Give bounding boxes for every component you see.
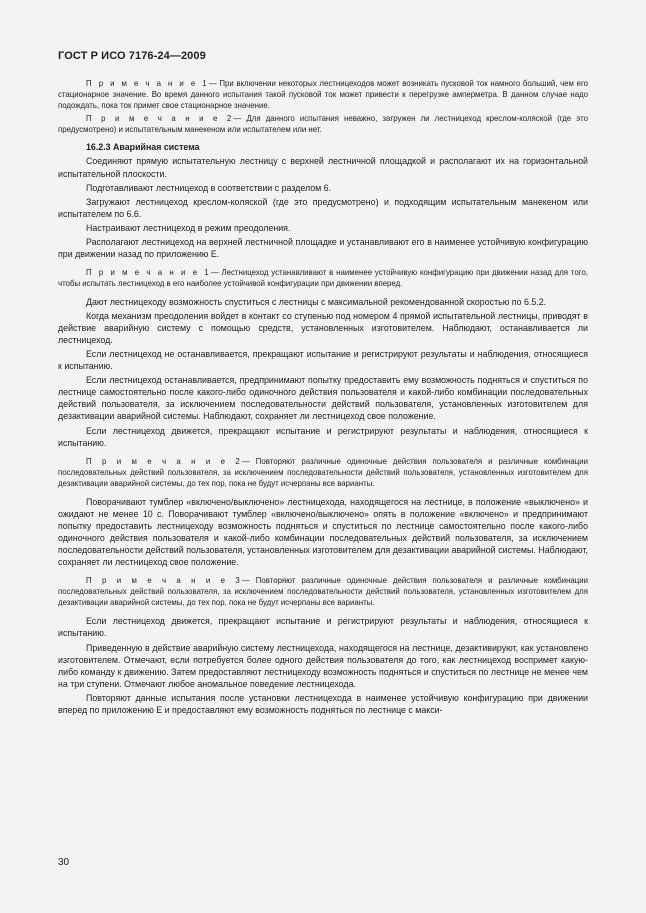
paragraph: Соединяют прямую испытательную лестницу с верхней лестничной площадкой и располагают их на горизонтальной испытательной плоскости. [58, 156, 588, 179]
note-text: — Лестницеход устанавливают в наименее устойчивую конфигурацию при движении назад для того, чтобы испытать лестницеход в его наиболее устойчивой конфигурации при движении вперед. [58, 267, 589, 288]
paragraph: Настраивают лестницеход в режим преодоления. [86, 222, 291, 233]
note-4 [58, 456, 588, 489]
note-text: — При включении некоторых лестницеходов может возникать пусковой ток намного больший, чем его стационарное значение. Во время данного испытания такой пусковой ток может привести к перегрузке амперметра. В данном случае надо подождать, пока ток примет свое стационарное значение. [58, 79, 588, 111]
paragraph: Если лестницеход движется, прекращают испытание и регистрируют результаты и наблюдения, относящиеся к испытанию. [58, 425, 588, 448]
note-text: — Повторяют различные одиночные действия пользователя и различные комбинации последовательных действий пользователя, за исключением последовательности действий пользователя, установленных изготовителем для дезактивации аварийной системы, до тех пор, пока не будут исчерпаны все варианты. [58, 456, 588, 488]
paragraph: Когда механизм преодоления войдет в контакт со ступенью под номером 4 прямой испытательной лестницы, приводят в действие аварийную систему с помощью средств, установленных изготовителем. Наблюдают, останавливается ли лестницеход. [58, 311, 588, 346]
paragraph: Повторяют данные испытания после установки лестницехода в наименее устойчивую конфигурацию при движении вперед по приложению Е и предоставляют ему возможность подняться по лестнице с макси- [58, 692, 588, 715]
paragraph: Если лестницеход движется, прекращают испытание и регистрируют результаты и наблюдения, относящиеся к испытанию. [58, 616, 588, 639]
section-heading: 16.2.3 Аварийная система [86, 142, 200, 153]
paragraph: Загружают лестницеход креслом-коляской (где это предусмотрено) и подходящим испытательным манекеном или испытателем по 6.6. [58, 196, 588, 219]
paragraph: Поворачивают тумблер «включено/выключено» лестницехода, находящегося на лестнице, в положение «выключено» и ожидают не менее 10 с. Поворачивают тумблер «включено/выключено» опять в положение «включено» и предпринимают попытку предоставить лестницеходу возможность подняться и спуститься по лестнице самостоятельно после какого-либо одиночного действия пользователя и какой-либо комбинации последовательных действий пользователя, за исключением последовательности действий пользователя, установленных изготовителем для дезактивации аварийной системы. Наблюдают, сохраняет ли лестницеход свое положение. [58, 496, 588, 568]
note-label: П р и м е ч а н и е 3 [86, 576, 242, 586]
note-label: П р и м е ч а н и е 1 [86, 267, 211, 277]
note-label: П р и м е ч а н и е 2 [86, 114, 234, 124]
paragraph: Располагают лестницеход на верхней лестничной площадке и устанавливают его в наименее устойчивую конфигурацию при движении назад по приложению Е. [58, 236, 588, 259]
note-5 [58, 575, 588, 608]
note-text: — Повторяют различные одиночные действия пользователя и различные комбинации последовательных действий пользователя, за исключением последовательности действий пользователя, установленных изготовителем для дезактивации аварийной системы, до тех пор, пока не будут исчерпаны все варианты. [58, 576, 588, 608]
paragraph: Если лестницеход не останавливается, прекращают испытание и регистрируют результаты и наблюдения, относящиеся к испытанию. [58, 349, 588, 372]
page-number: 30 [58, 857, 70, 868]
note-2 [58, 113, 588, 135]
note-text: — Для данного испытания неважно, загружен ли лестницеход креслом-коляской (где это предусмотрено) и испытательным манекеном или испытателем или нет. [58, 114, 588, 135]
note-1 [58, 78, 588, 111]
note-3 [58, 267, 588, 289]
note-label: П р и м е ч а н и е 1 [86, 79, 209, 88]
paragraph: Если лестницеход останавливается, предпринимают попытку предоставить ему возможность подняться и спуститься по лестнице самостоятельно после какого-либо одиночного действия пользователя и какой-либо комбинации последовательных действий пользователя, за исключением последовательности действий пользователя, установленных изготовителем для дезактивации аварийной системы. Наблюдают, сохраняет ли лестницеход свое положение. [58, 375, 588, 422]
paragraph: Подготавливают лестницеход в соответствии с разделом 6. [86, 182, 332, 193]
note-label: П р и м е ч а н и е 2 [86, 456, 242, 466]
paragraph: Приведенную в действие аварийную систему лестницехода, находящегося на лестнице, дезактивируют, как установлено изготовителем. Отмечают, если потребуется более одного действия пользователя до того, как лестницеход воспримет какую-либо команду к движению. Затем предоставляют лестницеходу возможность подняться и спуститься по лестнице не менее чем на три ступени. Отмечают любое аномальное поведение лестницехода. [58, 642, 588, 689]
paragraph: Дают лестницеходу возможность спуститься с лестницы с максимальной рекомендованной скоростью по 6.5.2. [86, 297, 547, 308]
document-header: ГОСТ Р ИСО 7176-24—2009 [58, 50, 206, 62]
